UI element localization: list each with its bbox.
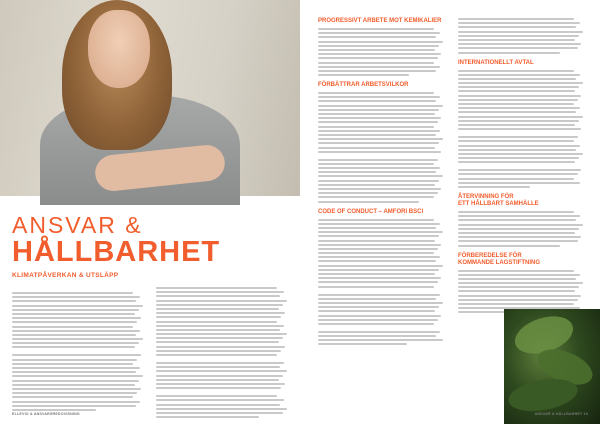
text-line: [156, 379, 279, 381]
heading-legislation-1: FÖRBEREDELSE FÖR: [458, 252, 522, 259]
text-line: [458, 82, 583, 84]
text-line: [156, 408, 287, 410]
text-line: [156, 354, 277, 356]
text-line: [318, 45, 439, 47]
text-line: [458, 78, 576, 80]
text-line: [156, 295, 280, 297]
text-line: [458, 245, 560, 247]
text-line: [318, 260, 436, 262]
text-line: [318, 113, 435, 115]
heading-recycling-1: ÅTERVINNING FÖR: [458, 194, 514, 200]
text-line: [318, 175, 443, 177]
title-line-2: HÅLLBARHET: [12, 236, 221, 268]
right-footer: ANSVAR & HÅLLBARHET 19: [534, 412, 588, 416]
text-line: [12, 292, 133, 294]
heading-international-agreement: INTERNATIONELLT AVTAL: [458, 59, 534, 66]
text-line: [318, 57, 438, 59]
text-line: [318, 286, 434, 288]
text-line: [318, 142, 439, 144]
text-line: [458, 90, 575, 92]
text-line: [318, 159, 438, 161]
text-line: [318, 315, 441, 317]
text-line: [12, 309, 139, 311]
text-line: [458, 107, 580, 109]
text-line: [318, 298, 436, 300]
left-footer: ELLEVIO & ANSVARSREDOVISNING: [12, 412, 80, 416]
right-column-1: [318, 18, 444, 348]
text-line: [12, 392, 137, 394]
text-line: [12, 296, 140, 298]
text-line: [318, 109, 439, 111]
text-line: [318, 256, 440, 258]
heading-recycling-2: ETT HÅLLBART SAMHÄLLE: [458, 201, 539, 207]
text-line: [156, 350, 281, 352]
text-line: [318, 134, 436, 136]
text-line: [458, 215, 580, 217]
text-line: [458, 47, 578, 49]
text-line: [318, 343, 407, 345]
text-line: [156, 370, 287, 372]
text-line: [458, 120, 579, 122]
text-line: [318, 70, 436, 72]
text-line: [458, 145, 580, 147]
text-line: [156, 291, 284, 293]
text-line: [156, 404, 280, 406]
text-line: [156, 399, 284, 401]
text-line: [458, 286, 579, 288]
text-line: [458, 178, 574, 180]
text-line: [318, 323, 434, 325]
text-line: [458, 232, 575, 234]
text-line: [12, 305, 143, 307]
text-line: [318, 163, 434, 165]
text-line: [156, 387, 281, 389]
text-line: [318, 74, 409, 76]
text-line: [12, 363, 133, 365]
text-line: [318, 319, 438, 321]
text-line: [12, 409, 96, 411]
text-line: [12, 326, 133, 328]
text-line: [156, 287, 277, 289]
text-line: [458, 161, 575, 163]
text-line: [12, 346, 135, 348]
text-line: [318, 306, 439, 308]
hero-title-block: [12, 213, 292, 279]
text-line: [458, 290, 575, 292]
text-line: [318, 180, 439, 182]
text-line: [458, 124, 575, 126]
text-line: [458, 116, 583, 118]
text-line: [458, 103, 574, 105]
text-line: [458, 31, 583, 33]
text-line: [318, 117, 441, 119]
text-line: [318, 240, 435, 242]
text-line: [458, 52, 560, 54]
text-line: [458, 186, 530, 188]
text-line: [318, 96, 440, 98]
text-line: [318, 331, 440, 333]
text-line: [318, 269, 439, 271]
text-line: [156, 341, 279, 343]
text-line: [156, 304, 283, 306]
text-line: [12, 359, 137, 361]
text-line: [318, 310, 435, 312]
text-line: [318, 227, 436, 229]
text-line: [458, 140, 574, 142]
text-line: [458, 70, 574, 72]
text-line: [318, 335, 436, 337]
text-line: [156, 366, 280, 368]
text-line: [318, 281, 438, 283]
left-column-2-text: [156, 287, 288, 420]
text-line: [156, 337, 283, 339]
text-line: [458, 282, 583, 284]
text-line: [318, 41, 443, 43]
code-of-conduct-text: [318, 219, 444, 346]
text-line: [318, 273, 435, 275]
text-line: [318, 339, 443, 341]
text-line: [318, 100, 436, 102]
text-line: [318, 248, 438, 250]
text-line: [318, 244, 441, 246]
text-line: [318, 277, 441, 279]
text-line: [458, 299, 578, 301]
text-line: [318, 196, 434, 198]
text-line: [156, 329, 280, 331]
text-line: [458, 18, 574, 20]
text-line: [458, 169, 581, 171]
text-line: [458, 303, 574, 305]
text-line: [318, 294, 440, 296]
text-line: [12, 338, 143, 340]
text-line: [318, 147, 435, 149]
text-line: [458, 35, 579, 37]
text-line: [12, 300, 136, 302]
text-line: [318, 192, 438, 194]
text-line: [156, 316, 281, 318]
intro-text: [458, 18, 584, 54]
text-line: [318, 53, 441, 55]
text-line: [12, 388, 141, 390]
text-line: [318, 32, 440, 34]
text-line: [318, 138, 443, 140]
text-line: [318, 252, 434, 254]
text-line: [156, 333, 287, 335]
chemicals-text: [318, 28, 444, 76]
text-line: [458, 111, 576, 113]
text-line: [156, 395, 277, 397]
text-line: [156, 325, 284, 327]
text-line: [458, 236, 581, 238]
text-line: [12, 317, 141, 319]
person-face: [88, 10, 150, 88]
text-line: [156, 300, 287, 302]
text-line: [458, 219, 576, 221]
text-line: [12, 313, 135, 315]
hero-photo: [0, 0, 300, 196]
left-column-1-text: [12, 292, 144, 413]
text-line: [318, 36, 436, 38]
text-line: [156, 383, 285, 385]
text-line: [458, 74, 580, 76]
text-line: [458, 278, 576, 280]
text-line: [318, 171, 436, 173]
text-line: [318, 302, 443, 304]
text-line: [12, 396, 133, 398]
text-line: [156, 308, 279, 310]
text-line: [458, 173, 578, 175]
right-column-2: [458, 18, 584, 316]
text-line: [318, 219, 434, 221]
heading-legislation-2: KOMMANDE LAGSTIFTNING: [458, 259, 540, 266]
text-line: [318, 130, 440, 132]
legislation-text: [458, 270, 584, 314]
text-line: [318, 184, 435, 186]
text-line: [458, 149, 576, 151]
text-line: [12, 321, 137, 323]
text-line: [458, 43, 581, 45]
text-line: [156, 416, 259, 418]
text-line: [318, 92, 434, 94]
text-line: [12, 330, 140, 332]
text-line: [318, 223, 440, 225]
text-line: [12, 380, 139, 382]
heading-working-conditions: FÖRBÄTTRAR ARBETSVILKOR: [318, 82, 409, 89]
text-line: [458, 270, 574, 272]
text-line: [458, 295, 581, 297]
text-line: [458, 228, 579, 230]
text-line: [458, 211, 574, 213]
text-line: [318, 201, 419, 203]
text-line: [156, 375, 283, 377]
text-line: [458, 39, 575, 41]
text-line: [318, 126, 434, 128]
text-line: [458, 99, 578, 101]
text-line: [12, 334, 136, 336]
text-line: [12, 375, 143, 377]
text-line: [458, 86, 579, 88]
text-line: [12, 384, 135, 386]
heading-code-of-conduct: CODE OF CONDUCT – AMFORI BSCI: [318, 208, 424, 215]
text-line: [458, 136, 578, 138]
text-line: [12, 371, 136, 373]
text-line: [458, 26, 576, 28]
text-line: [458, 274, 580, 276]
text-line: [12, 405, 136, 407]
international-agreement-text: [458, 70, 584, 189]
text-line: [318, 121, 438, 123]
text-line: [458, 153, 583, 155]
text-line: [318, 62, 434, 64]
text-line: [12, 367, 140, 369]
text-line: [458, 95, 581, 97]
text-line: [156, 346, 285, 348]
heading-chemicals: PROGRESSIVT ARBETE MOT KEMIKALIER: [318, 18, 442, 24]
recycling-text: [458, 211, 584, 247]
text-line: [156, 362, 284, 364]
text-line: [318, 66, 440, 68]
text-line: [318, 231, 443, 233]
working-conditions-text: [318, 92, 444, 203]
text-line: [156, 312, 285, 314]
title-line-1: ANSVAR &: [12, 212, 143, 238]
text-line: [458, 22, 580, 24]
text-line: [318, 188, 441, 190]
text-line: [318, 235, 439, 237]
text-line: [156, 412, 283, 414]
text-line: [318, 105, 443, 107]
right-page: [300, 0, 600, 424]
text-line: [458, 224, 583, 226]
text-line: [318, 49, 435, 51]
text-line: [458, 182, 580, 184]
text-line: [318, 28, 434, 30]
text-line: [318, 265, 443, 267]
text-line: [12, 401, 140, 403]
text-line: [458, 157, 579, 159]
text-line: [12, 354, 141, 356]
section-subheading: KLIMATPÅVERKAN & UTSLÄPP: [12, 272, 119, 279]
text-line: [156, 321, 277, 323]
text-line: [12, 342, 139, 344]
text-line: [458, 128, 581, 130]
text-line: [318, 151, 441, 153]
text-line: [318, 167, 440, 169]
text-line: [458, 240, 578, 242]
